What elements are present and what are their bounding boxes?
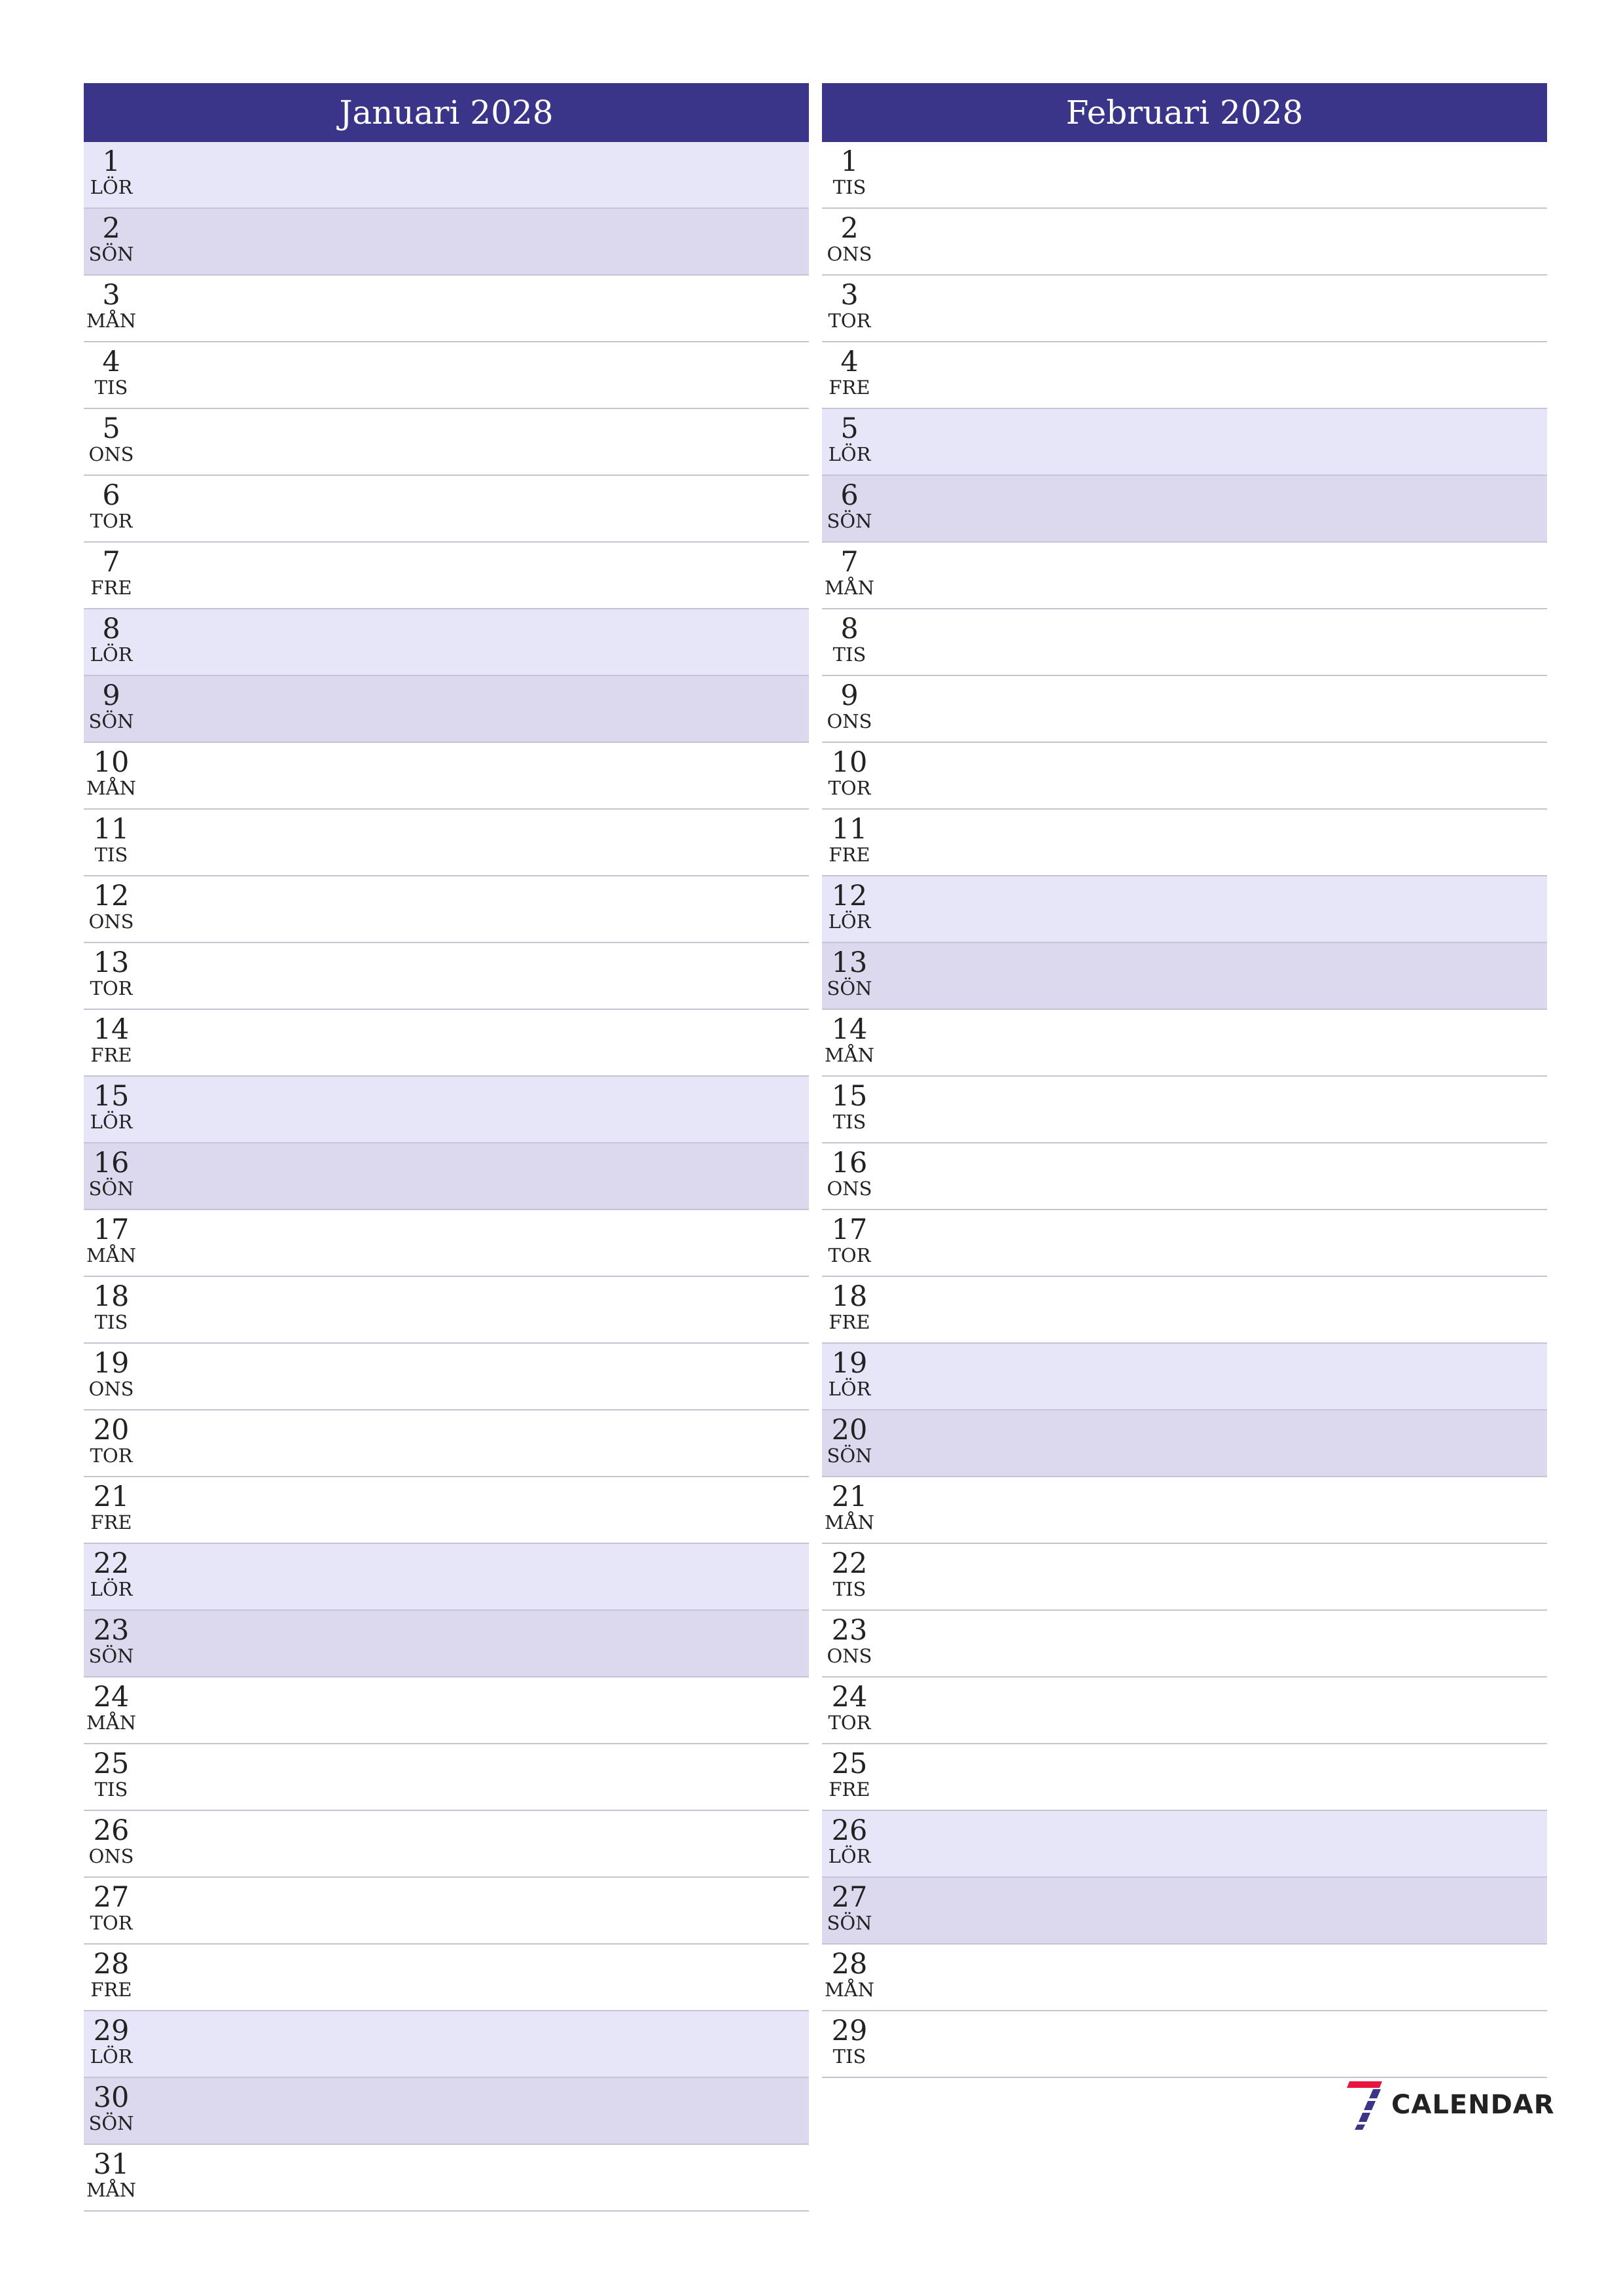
logo-stem-2 [1364, 2101, 1376, 2110]
day-number: 24 [93, 1681, 130, 1713]
day-number: 5 [102, 412, 120, 445]
day-label [822, 409, 877, 465]
day-row [822, 1544, 1547, 1611]
day-number: 14 [831, 1013, 868, 1046]
day-row [84, 276, 809, 342]
day-row [84, 1744, 809, 1811]
day-number: 1 [102, 145, 120, 178]
day-number: 23 [93, 1614, 130, 1647]
day-row [822, 1143, 1547, 1210]
day-row [84, 1811, 809, 1878]
weekday-name: SÖN [827, 1912, 872, 1934]
weekday-name: SÖN [88, 1177, 134, 1200]
month-title: Februari 2028 [822, 83, 1547, 142]
day-label [84, 1277, 139, 1333]
day-row [84, 810, 809, 876]
day-row [822, 1878, 1547, 1945]
day-row [84, 1544, 809, 1611]
day-number: 9 [840, 679, 859, 712]
day-label [822, 676, 877, 732]
day-label [822, 810, 877, 865]
day-number: 4 [840, 346, 859, 378]
day-label [84, 276, 139, 331]
weekday-name: SÖN [827, 510, 872, 532]
day-row [822, 1344, 1547, 1410]
weekday-name: TOR [828, 1712, 871, 1734]
day-label [822, 743, 877, 798]
day-number: 29 [93, 2015, 130, 2047]
weekday-name: LÖR [90, 643, 133, 666]
day-row [822, 209, 1547, 276]
weekday-name: TIS [94, 376, 128, 399]
day-number: 3 [102, 279, 120, 312]
day-row [84, 1477, 809, 1544]
day-row [822, 342, 1547, 409]
day-row [84, 609, 809, 676]
day-label [84, 1811, 139, 1867]
weekday-name: LÖR [90, 1111, 133, 1133]
weekday-name: ONS [88, 1378, 134, 1400]
day-row [822, 1077, 1547, 1143]
day-row [84, 1077, 809, 1143]
day-row [84, 676, 809, 743]
day-label [822, 142, 877, 198]
day-label [84, 142, 139, 198]
day-label [822, 1945, 877, 2000]
day-row [822, 142, 1547, 209]
day-label [822, 1744, 877, 1800]
day-row [822, 1477, 1547, 1544]
day-label [822, 1477, 877, 1533]
day-row [822, 1277, 1547, 1344]
weekday-name: LÖR [828, 1378, 871, 1400]
day-label [822, 1878, 877, 1933]
day-row [822, 876, 1547, 943]
brand-logo [1343, 2079, 1555, 2131]
day-row [822, 1677, 1547, 1744]
weekday-name: TOR [90, 510, 133, 532]
day-label [84, 543, 139, 598]
month-february [822, 83, 1547, 2078]
day-row [822, 543, 1547, 609]
day-label [84, 2145, 139, 2200]
day-number: 7 [840, 546, 859, 579]
day-label [822, 1277, 877, 1333]
weekday-name: SÖN [827, 977, 872, 999]
day-number: 11 [93, 813, 130, 846]
day-number: 29 [831, 2015, 868, 2047]
weekday-name: FRE [829, 376, 870, 399]
weekday-name: SÖN [88, 1645, 134, 1667]
weekday-name: SÖN [88, 243, 134, 265]
day-label [84, 1210, 139, 1266]
day-number: 16 [831, 1147, 868, 1179]
weekday-name: ONS [827, 710, 872, 732]
logo-stem-3 [1359, 2113, 1370, 2122]
day-row [84, 1210, 809, 1277]
logo-text: CALENDAR [1391, 2090, 1555, 2120]
day-label [84, 409, 139, 465]
weekday-name: TOR [90, 1912, 133, 1934]
weekday-name: FRE [90, 1979, 132, 2001]
weekday-name: LÖR [90, 2045, 133, 2068]
day-number: 14 [93, 1013, 130, 1046]
day-label [84, 609, 139, 665]
day-number: 13 [831, 946, 868, 979]
weekday-name: MÅN [86, 2179, 136, 2201]
day-row [822, 1410, 1547, 1477]
day-number: 6 [840, 479, 859, 512]
day-label [822, 342, 877, 398]
weekday-name: LÖR [90, 176, 133, 198]
day-label [822, 1210, 877, 1266]
day-row [84, 1277, 809, 1344]
weekday-name: MÅN [824, 1979, 874, 2001]
day-number: 25 [831, 1748, 868, 1780]
day-label [822, 1344, 877, 1399]
day-number: 10 [93, 746, 130, 779]
day-row [84, 1010, 809, 1077]
day-row [822, 943, 1547, 1010]
day-number: 21 [831, 1480, 868, 1513]
day-number: 22 [93, 1547, 130, 1580]
day-number: 16 [93, 1147, 130, 1179]
day-number: 19 [93, 1347, 130, 1380]
day-label [822, 1611, 877, 1666]
day-row [84, 342, 809, 409]
day-row [84, 1143, 809, 1210]
weekday-name: ONS [827, 1177, 872, 1200]
day-label [84, 1677, 139, 1733]
day-label [84, 1477, 139, 1533]
day-label [84, 1744, 139, 1800]
day-number: 27 [93, 1881, 130, 1914]
day-label [84, 1945, 139, 2000]
day-label [84, 342, 139, 398]
weekday-name: MÅN [824, 1044, 874, 1066]
day-number: 26 [93, 1814, 130, 1847]
day-number: 11 [831, 813, 868, 846]
day-row [84, 543, 809, 609]
day-list [822, 142, 1547, 2078]
weekday-name: TIS [832, 1111, 866, 1133]
day-label [822, 1544, 877, 1600]
day-row [84, 476, 809, 543]
day-number: 5 [840, 412, 859, 445]
day-row [84, 1410, 809, 1477]
day-number: 28 [93, 1948, 130, 1981]
day-label [84, 209, 139, 264]
day-number: 4 [102, 346, 120, 378]
weekday-name: MÅN [86, 310, 136, 332]
weekday-name: TOR [90, 1444, 133, 1467]
day-label [84, 943, 139, 999]
weekday-name: LÖR [828, 1845, 871, 1867]
weekday-name: TOR [90, 977, 133, 999]
weekday-name: MÅN [86, 777, 136, 799]
day-label [84, 1410, 139, 1466]
day-number: 24 [831, 1681, 868, 1713]
day-row [84, 943, 809, 1010]
weekday-name: FRE [829, 1778, 870, 1801]
day-row [84, 1677, 809, 1744]
weekday-name: ONS [827, 1645, 872, 1667]
day-label [822, 876, 877, 932]
day-label [84, 476, 139, 531]
weekday-name: TOR [828, 1244, 871, 1266]
day-number: 20 [831, 1414, 868, 1446]
weekday-name: ONS [827, 243, 872, 265]
day-row [822, 276, 1547, 342]
day-number: 3 [840, 279, 859, 312]
day-label [822, 543, 877, 598]
weekday-name: TIS [94, 1778, 128, 1801]
day-number: 23 [831, 1614, 868, 1647]
weekday-name: TOR [828, 310, 871, 332]
weekday-name: SÖN [827, 1444, 872, 1467]
day-label [84, 1544, 139, 1600]
day-row [822, 743, 1547, 810]
weekday-name: TIS [94, 844, 128, 866]
day-number: 25 [93, 1748, 130, 1780]
day-label [822, 1410, 877, 1466]
day-label [822, 1010, 877, 1066]
day-row [822, 2011, 1547, 2078]
day-row [822, 1611, 1547, 1677]
day-row [822, 476, 1547, 543]
weekday-name: SÖN [88, 710, 134, 732]
day-label [822, 1811, 877, 1867]
day-number: 2 [102, 212, 120, 245]
weekday-name: MÅN [86, 1712, 136, 1734]
month-january [84, 83, 809, 2212]
day-row [84, 2011, 809, 2078]
day-number: 19 [831, 1347, 868, 1380]
day-number: 13 [93, 946, 130, 979]
day-row [822, 1210, 1547, 1277]
day-label [84, 2011, 139, 2067]
day-label [84, 676, 139, 732]
day-row [822, 676, 1547, 743]
day-number: 2 [840, 212, 859, 245]
day-number: 30 [93, 2081, 130, 2114]
day-number: 8 [840, 613, 859, 645]
day-number: 31 [93, 2148, 130, 2181]
weekday-name: MÅN [824, 577, 874, 599]
day-number: 28 [831, 1948, 868, 1981]
day-number: 17 [93, 1213, 130, 1246]
weekday-name: FRE [829, 1311, 870, 1333]
weekday-name: LÖR [828, 443, 871, 465]
day-number: 20 [93, 1414, 130, 1446]
day-label [822, 476, 877, 531]
weekday-name: ONS [88, 443, 134, 465]
weekday-name: FRE [90, 577, 132, 599]
weekday-name: FRE [90, 1511, 132, 1534]
day-row [822, 609, 1547, 676]
day-number: 17 [831, 1213, 868, 1246]
day-number: 26 [831, 1814, 868, 1847]
day-number: 12 [831, 880, 868, 912]
weekday-name: MÅN [86, 1244, 136, 1266]
seven-logo-icon [1343, 2079, 1385, 2131]
day-label [822, 276, 877, 331]
day-row [84, 743, 809, 810]
day-row [822, 1010, 1547, 1077]
day-number: 27 [831, 1881, 868, 1914]
day-label [822, 1143, 877, 1199]
day-number: 18 [93, 1280, 130, 1313]
day-label [84, 1878, 139, 1933]
day-label [84, 743, 139, 798]
day-label [822, 2011, 877, 2067]
day-row [84, 1878, 809, 1945]
weekday-name: LÖR [90, 1578, 133, 1600]
day-label [822, 1677, 877, 1733]
day-row [822, 1744, 1547, 1811]
day-row [84, 1611, 809, 1677]
weekday-name: TOR [828, 777, 871, 799]
day-label [822, 943, 877, 999]
day-row [822, 810, 1547, 876]
day-label [84, 1143, 139, 1199]
day-number: 18 [831, 1280, 868, 1313]
day-row [84, 142, 809, 209]
day-row [822, 409, 1547, 476]
day-number: 21 [93, 1480, 130, 1513]
day-number: 7 [102, 546, 120, 579]
weekday-name: LÖR [828, 910, 871, 933]
day-label [84, 876, 139, 932]
day-label [84, 2078, 139, 2134]
weekday-name: ONS [88, 910, 134, 933]
day-row [84, 1945, 809, 2011]
day-number: 1 [840, 145, 859, 178]
day-number: 22 [831, 1547, 868, 1580]
day-number: 10 [831, 746, 868, 779]
day-label [84, 1010, 139, 1066]
day-number: 12 [93, 880, 130, 912]
day-number: 8 [102, 613, 120, 645]
day-list [84, 142, 809, 2212]
weekday-name: TIS [832, 176, 866, 198]
logo-stem-4 [1355, 2125, 1365, 2130]
month-title: Januari 2028 [84, 83, 809, 142]
weekday-name: MÅN [824, 1511, 874, 1534]
day-row [84, 409, 809, 476]
weekday-name: TIS [832, 1578, 866, 1600]
weekday-name: TIS [832, 643, 866, 666]
weekday-name: FRE [90, 1044, 132, 1066]
day-label [822, 209, 877, 264]
logo-stem-1 [1369, 2089, 1381, 2098]
weekday-name: FRE [829, 844, 870, 866]
day-label [84, 810, 139, 865]
day-row [822, 1811, 1547, 1878]
logo-bar-red [1347, 2081, 1382, 2088]
day-number: 15 [93, 1080, 130, 1113]
day-row [822, 1945, 1547, 2011]
weekday-name: TIS [94, 1311, 128, 1333]
day-row [84, 2145, 809, 2212]
day-label [84, 1344, 139, 1399]
day-row [84, 1344, 809, 1410]
day-row [84, 2078, 809, 2145]
weekday-name: TIS [832, 2045, 866, 2068]
day-row [84, 209, 809, 276]
day-label [84, 1077, 139, 1132]
day-number: 9 [102, 679, 120, 712]
day-label [822, 1077, 877, 1132]
day-label [84, 1611, 139, 1666]
day-number: 15 [831, 1080, 868, 1113]
weekday-name: SÖN [88, 2112, 134, 2134]
day-label [822, 609, 877, 665]
day-row [84, 876, 809, 943]
weekday-name: ONS [88, 1845, 134, 1867]
day-number: 6 [102, 479, 120, 512]
